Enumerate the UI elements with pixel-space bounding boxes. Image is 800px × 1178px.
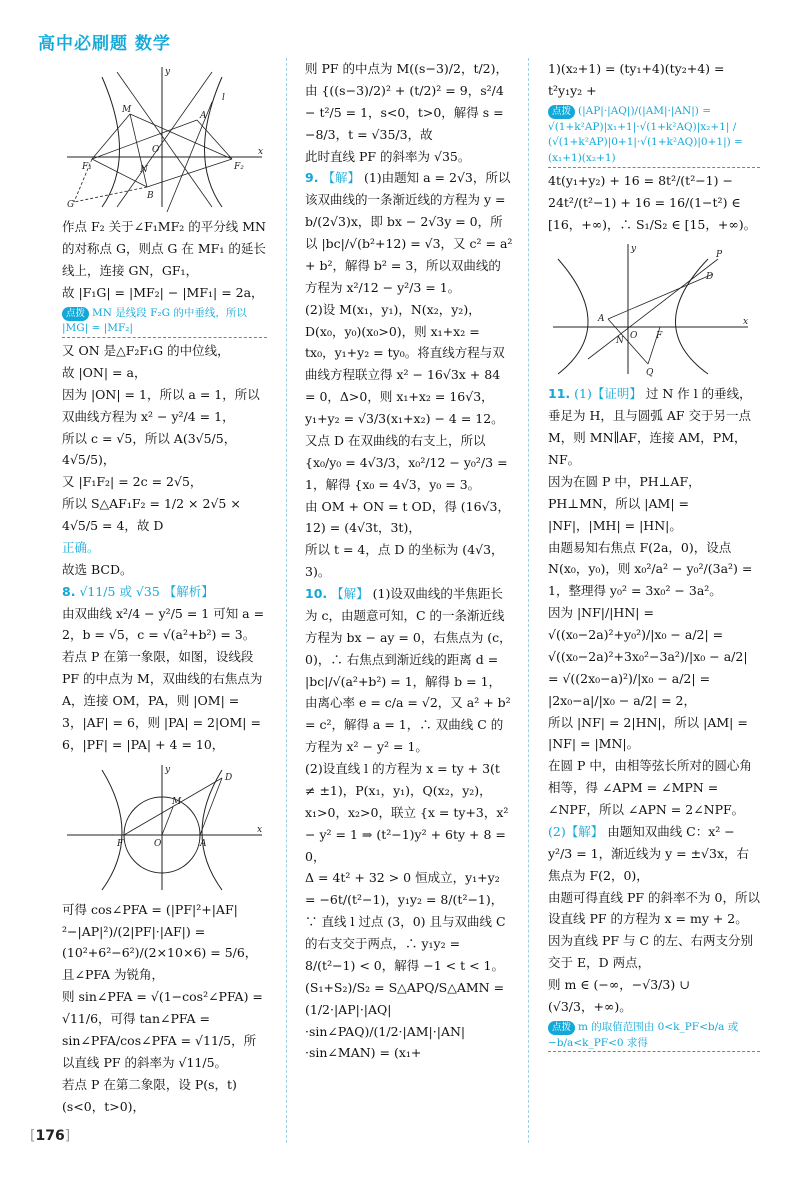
tip-text: m 的取值范围由 0<k_PF<b/a 或 −b/a<k_PF<0 求得 xyxy=(548,1020,739,1049)
text-line: 故 |ON| = a， xyxy=(62,364,147,380)
text-line: 故选 BCD。 xyxy=(62,561,133,577)
text-line: Δ = 4t² + 32 > 0 恒成立，y₁+y₂ = −6t/(t²−1)，y₁y₂ = 8/(t²−1)， xyxy=(305,870,504,908)
column-2 xyxy=(305,58,513,1064)
fig-label: N xyxy=(616,336,624,347)
text-line: 则 m ∈ (−∞，−√3/3) ∪ (√3/3，+∞)。 xyxy=(548,977,690,1014)
text-line: 则 PF 的中点为 M((s−3)/2，t/2)， xyxy=(305,61,509,76)
solution-tag: 【解】 xyxy=(331,586,369,601)
page-number-value: 176 xyxy=(35,1128,65,1144)
tip-tag: 点拨 xyxy=(548,105,575,119)
text-line: (1)设双曲线的半焦距长为 c，由题意可知，C 的一条渐近线方程为 bx − ay = 0，右焦点为 (c，0)，∴ 右焦点到渐近线的距离 d = |bc|/√(a²+b²) = 1，解得 b = 1，由离心率 e = c/a = √2，又 a² + b² = c²，解得 a = 1，∴ 双曲线 C 的方程为 x² − y² = 1。 xyxy=(305,586,512,755)
text-line: 则 sin∠PFA = √(1−cos²∠PFA) = √11/6，可得 tan∠PFA = sin∠PFA/cos∠PFA = √11/5，所以直线 PF 的斜率为 √11/5。 xyxy=(62,989,263,1070)
text-line: 4t(y₁+y₂) + 16 = 8t²/(t²−1) − 24t²/(t²−1) + 16 = 16/(1−t²) ∈ [16，+∞)，∴ S₁/S₂ ∈ [15，+∞)。 xyxy=(548,172,757,232)
text-line: 又 |F₁F₂| = 2c = 2√5， xyxy=(62,474,203,490)
tip-text: MN 是线段 F₂G 的中垂线，所以 |MG| = |MF₂| xyxy=(62,306,247,335)
text-line: ∵ 直线 l 过点 (3，0) 且与双曲线 C 的右支交于两点，∴ y₁y₂ = 8/(t²−1) < 0，解得 −1 < t < 1。(S₁+S₂)/S₂ = S△APQ/S△AMN = (1/2·|AP|·|AQ|·sin∠PAQ)/(1/2·|AM|·|AN|·sin∠MAN) = (x₁+ xyxy=(305,914,506,1061)
fig-label: P xyxy=(716,250,723,261)
tip-tag: 点拨 xyxy=(62,307,89,321)
text-line: (1)由题知 a = 2√3，所以该双曲线的一条渐近线的方程为 y = b/(2√3)x，即 bx − 2√3y = 0，所以 |bc|/√(b²+12) = √3，又 c² = a² + b²，解得 b² = 3，所以双曲线的方程为 x²/12 − y²/3 = 1。 xyxy=(305,170,513,295)
text-line: 所以 t = 4，点 D 的坐标为 (4√3，3)。 xyxy=(305,542,504,580)
fig-label: F₂ xyxy=(234,162,244,172)
tip-note xyxy=(62,306,267,339)
fig-label: N xyxy=(140,165,148,175)
text-line: 可得 cos∠PFA = (|PF|²+|AF|²−|AP|²)/(2|PF|·|AF|) = (10²+6²−6²)/(2×10×6) = 5/6，且∠PFA 为锐角， xyxy=(62,901,258,983)
hyperbola-figure-2 xyxy=(62,760,267,895)
page-number: [176] xyxy=(30,1128,71,1144)
analysis-tag: 【解析】 xyxy=(163,583,214,599)
text-line: (2)设 M(x₁，y₁)，N(x₂，y₂)，D(x₀，y₀)(x₀>0)，则 x₁+x₂ = tx₀，y₁+y₂ = ty₀。将直线方程与双曲线方程联立得 x² − 16√3x + 84 = 0，Δ>0，则 x₁+x₂ = 16√3，y₁+y₂ = √3/3(x₁+x₂) − 4 = 12。 xyxy=(305,301,505,426)
text-line: 过 N 作 l 的垂线，垂足为 H，且与圆弧 AF 交于另一点 M，则 MN∥AF，连接 AM，PM，NF。 xyxy=(548,386,752,467)
answer: √11/5 或 √35 xyxy=(79,583,160,599)
hyperbola-figure-3 xyxy=(548,239,753,379)
tip-note xyxy=(548,104,760,168)
fig-label: D xyxy=(225,772,233,783)
text-line: 又 ON 是△F₂F₁G 的中位线， xyxy=(62,343,230,358)
text-line: 由题易知右焦点 F(2a，0)，设点 N(x₀，y₀)，则 x₀²/a² − y₀²/(3a²) = 1，整理得 y₀² = 3x₀² − 3a²。 xyxy=(548,539,753,599)
solution-tag: (2)【解】 xyxy=(548,823,604,839)
text-line: 由 OM + ON = t OD，得 (16√3，12) = (4√3t，3t)， xyxy=(305,498,510,536)
question-number-8: 8. xyxy=(62,583,76,599)
column-divider xyxy=(528,58,529,1143)
fig-label: O xyxy=(630,331,638,342)
column-divider xyxy=(286,58,287,1143)
tip-tag: 点拨 xyxy=(548,1021,575,1035)
fig-label: G xyxy=(67,200,75,210)
fig-label: A xyxy=(598,314,605,325)
fig-label: A xyxy=(200,111,207,121)
text-line: 作点 F₂ 关于∠F₁MF₂ 的平分线 MN 的对称点 G，则点 G 在 MF₁ 的延长线上，连接 GN，GF₁， xyxy=(62,219,266,278)
fig-label: A xyxy=(200,838,207,849)
solution-tag: 【解】 xyxy=(322,170,360,186)
text-line: 由 {((s−3)/2)² + (t/2)² = 9，s²/4 − t²/5 = 1，s<0，t>0，解得 s = −8/3，t = √35/3，故 xyxy=(305,82,504,142)
text-line: 因为在圆 P 中，PH⊥AF，PH⊥MN，所以 |AM| = |NF|，|MH| = |HN|。 xyxy=(548,473,701,533)
text-line: 所以 |NF| = 2|HN|，所以 |AM| = |NF| = |MN|。 xyxy=(548,714,748,752)
text-line: 此时直线 PF 的斜率为 √35。 xyxy=(305,148,471,164)
text-line: 因为直线 PF 与 C 的左、右两支分别交于 E，D 两点， xyxy=(548,933,754,971)
text-line: 因为 |ON| = 1，所以 a = 1，所以双曲线方程为 x² − y²/4 = 1， xyxy=(62,386,260,424)
proof-tag: (1)【证明】 xyxy=(574,386,642,402)
tip-note xyxy=(548,1020,760,1053)
column-1 xyxy=(62,58,267,1117)
text-line: 所以 S△AF₁F₂ = 1/2 × 2√5 × 4√5/5 = 4，故 D xyxy=(62,496,241,533)
fig-label: x xyxy=(743,317,749,328)
text-line: 在圆 P 中，由相等弦长所对的圆心角相等，得 ∠APM = ∠MPN = ∠NPF，所以 ∠APN = 2∠NPF。 xyxy=(548,758,752,817)
fig-label: F xyxy=(117,838,124,849)
text-line: (2)设直线 l 的方程为 x = ty + 3(t ≠ ±1)，P(x₁，y₁)，Q(x₂，y₂)，x₁>0，x₂>0，联立 {x = ty+3，x² − y² = 1 ⇒ (t²−1)y² + 6ty + 8 = 0， xyxy=(305,761,509,864)
question-number-9: 9. xyxy=(305,170,319,186)
tip-text: (|AP|·|AQ|)/(|AM|·|AN|) = √(1+k²AP)|x₁+1|·√(1+k²AQ)|x₂+1| / (√(1+k²AP)|0+1|·√(1+k²AQ)|0+1|) = (x₁+1)(x₂+1) xyxy=(548,104,743,164)
fig-label: l xyxy=(222,93,225,103)
hyperbola-figure-1 xyxy=(62,62,267,212)
text-line: 由双曲线 x²/4 − y²/5 = 1 可知 a = 2，b = √5，c = √(a²+b²) = 3。 xyxy=(62,605,265,643)
fig-label: D xyxy=(706,272,714,283)
text-line: 故 |F₁G| = |MF₂| − |MF₁| = 2a， xyxy=(62,284,264,300)
fig-label: y xyxy=(165,67,171,77)
text-line: 若点 P 在第一象限，如图，设线段 PF 的中点为 M，双曲线的右焦点为 A，连接 OM，PA，则 |OM| = 3，|AF| = 6，则 |PA| = 2|OM| = 6，|PF| = |PA| + 4 = 10， xyxy=(62,649,263,752)
fig-label: x xyxy=(258,147,264,157)
column-3 xyxy=(548,58,760,1054)
question-number-11: 11. xyxy=(548,386,571,402)
text-line: 又点 D 在双曲线的右支上，所以 {x₀/y₀ = 4√3/3，x₀²/12 − y₀²/3 = 1，解得 {x₀ = 4√3，y₀ = 3。 xyxy=(305,432,508,492)
fig-label: F xyxy=(656,331,663,342)
fig-label: M xyxy=(122,105,132,115)
text-line: 因为 |NF|/|HN| = √((x₀−2a)²+y₀²)/|x₀ − a/2| = √((x₀−2a)²+3x₀²−3a²)/|x₀ − a/2| = √((2x₀−a)²)/|x₀ − a/2| = |2x₀−a|/|x₀ − a/2| = 2， xyxy=(548,605,748,708)
text-line: 由题知双曲线 C：x² − y²/3 = 1，渐近线为 y = ±√3x，右焦点为 F(2，0)， xyxy=(548,823,750,883)
text-line: 若点 P 在第二象限，设 P(s，t)(s<0，t>0)， xyxy=(62,1076,237,1114)
page-header: 高中必刷题 数学 xyxy=(38,34,171,54)
correct-label: 正确。 xyxy=(62,539,100,555)
fig-label: O xyxy=(154,838,162,849)
fig-label: x xyxy=(257,824,263,835)
question-number-10: 10. xyxy=(305,586,328,601)
fig-label: y xyxy=(631,244,637,255)
fig-label: B xyxy=(147,191,154,201)
fig-label: Q xyxy=(646,368,654,379)
text-line: 所以 c = √5，所以 A(3√5/5，4√5/5)， xyxy=(62,430,237,468)
fig-label: y xyxy=(165,764,171,775)
text-line: 由题可得直线 PF 的斜率不为 0，所以设直线 PF 的方程为 x = my + 2。 xyxy=(548,889,760,927)
text-line: 1)(x₂+1) = (ty₁+4)(ty₂+4) = t²y₁y₂ + xyxy=(548,61,725,98)
fig-label: O xyxy=(152,145,160,155)
fig-label: M xyxy=(172,796,182,807)
fig-label: F₁ xyxy=(82,162,92,172)
